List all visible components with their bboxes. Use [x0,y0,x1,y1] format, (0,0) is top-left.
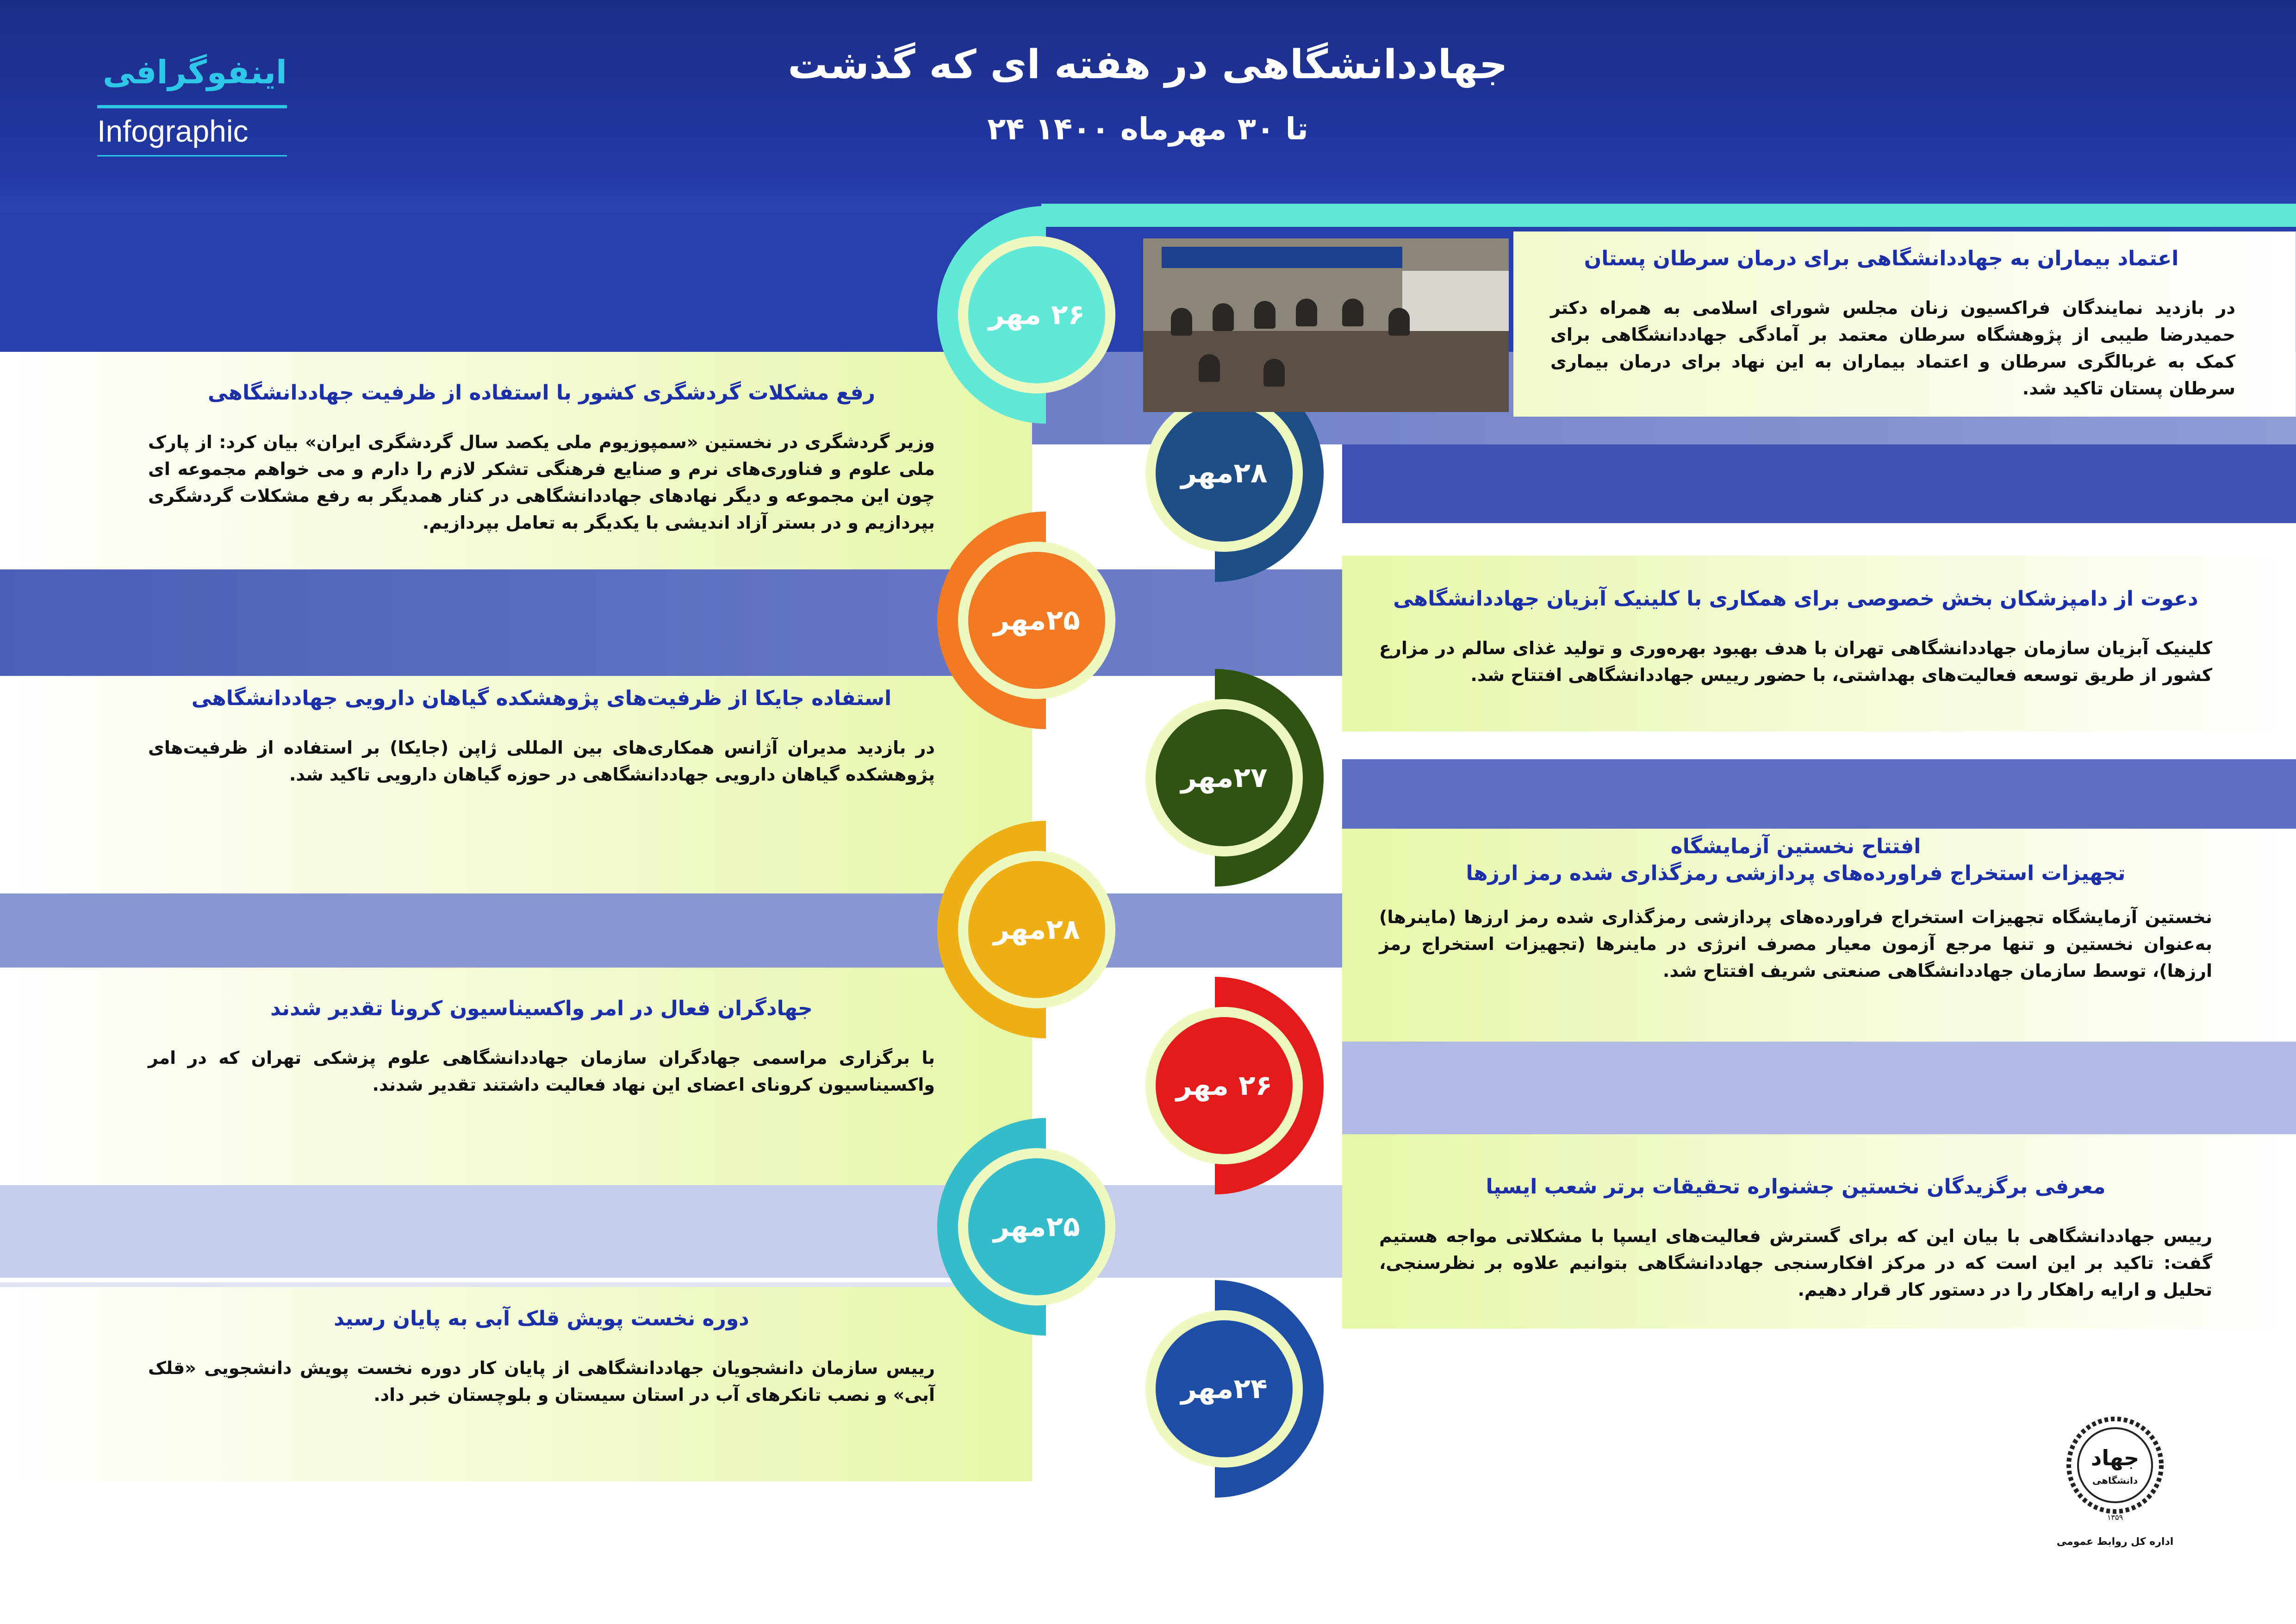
news-item-6 [148,995,935,1098]
news-title: اعتماد بیماران به جهاددانشگاهی برای درمان سرطان پستان [1584,247,2179,270]
photo-person [1213,303,1234,331]
logo-rule-bottom [97,155,287,156]
photo-person [1342,299,1363,326]
news-body: در بازدید مدیران آژانس همکاری‌های بین المللی ژاپن (جایکا) بر استفاده از ظرفیت‌های پژوهشکده گیاهان دارویی جهاددانشگاهی در حوزه گیاهان دارویی تاکید شد. [148,737,935,785]
jahad-daneshgahi-emblem [2064,1410,2166,1539]
date-label-1: ۲۶ مهر [988,299,1085,331]
logo-rule [97,105,287,108]
news-body: رییس سازمان دانشجویان جهاددانشگاهی از پایان کار دوره نخست پویش دانشجویی «قلک آبی» و نصب تانکرهای آب در استان سیستان و بلوچستان خبر داد. [148,1358,935,1405]
date-label-5: ۲۸مهر [993,913,1080,946]
photo-person [1388,308,1410,336]
photo-person [1254,301,1276,329]
date-label-7: ۲۵مهر [993,1211,1080,1243]
news-body: وزیر گردشگری در نخستین «سمپوزیوم ملی یکصد سال گردشگری ایران» بیان کرد: از پارک ملی علوم و فناوری‌های نرم و صنایع فرهنگی تشکر لازم را دارم و می خواهم مجموعه ای چون این مجموعه و دیگر نهادهای جهاددانشگاهی در کنار همدیگر به رفع مشکلات گردشگری بپردازیم و در بستر آزاد اندیشی با یکدیگر به تعامل بپردازیم. [148,432,935,533]
photo-banner [1162,247,1402,268]
news-body: کلینیک آبزیان سازمان جهاددانشگاهی تهران با هدف بهبود بهره‌وری و تولید غذای سالم در مزارع کشور از طریق توسعه فعالیت‌های بهداشتی، با حضور رییس جهاددانشگاهی افتتاح شد. [1379,638,2212,685]
news-title: استفاده جایکا از ظرفیت‌های پژوهشکده گیاهان دارویی جهاددانشگاهی [191,687,892,710]
date-label-8: ۲۴مهر [1181,1373,1268,1405]
logo-fa-text: اینفوگرافی [102,53,287,91]
news-body: نخستین آزمایشگاه تجهیزات استخراج فراورده‌های پردازشی رمزگذاری شده رمز ارزها (ماینرها) به‌عنوان نخستین و تنها مرجع آزمون معیار مصرف انرژی در ماینرها (تجهیزات استخراج رمز ارزها)، توسط سازمان جهاددانشگاهی صنعتی شریف افتتاح شد. [1379,907,2212,981]
news-title: افتتاح نخستین آزمایشگاه [1670,835,1921,858]
photo-window [1402,271,1458,331]
news-item-4 [148,685,935,788]
date-label-6: ۲۶ مهر [1176,1069,1273,1102]
news-title: دعوت از دامپزشکان بخش خصوصی برای همکاری با کلینیک آبزیان جهاددانشگاهی [1393,587,2198,611]
page-title: جهاددانشگاهی در هفته ای که گذشت [788,42,1508,88]
photo-window [1458,271,1509,331]
news-body: رییس جهاددانشگاهی با بیان این که برای گسترش فعالیت‌های ایسپا با مشکلاتی مواجه هستیم گفت: تاکید بر این است که در مرکز افکارسنجی جهاددانشگاهی بتوانیم علاوه بر نظرسنجی، تحلیل و ارایه راهکار را در دستور کار قرار دهیم. [1379,1226,2212,1300]
page-subtitle: ۲۴ تا ۳۰ مهرماه ۱۴۰۰ [987,111,1308,147]
news-title: جهادگران فعال در امر واکسیناسیون کرونا تقدیر شدند [270,997,813,1020]
news-item-1 [1527,245,2235,402]
emblem-name: جهاد [2091,1445,2140,1470]
photo-person [1171,308,1192,336]
news-title: دوره نخست پویش قلک آبی به پایان رسید [334,1307,749,1330]
emblem-sub: دانشگاهی [2092,1475,2138,1486]
photo-person [1199,354,1220,382]
meeting-photo [1143,238,1509,412]
date-label-3: ۲۵مهر [993,604,1080,637]
emblem-year: ۱۳۵۹ [2107,1513,2123,1522]
news-title-2: تجهیزات استخراج فراورده‌های پردازشی رمزگذاری شده رمز ارزها [1466,862,2126,885]
news-item-8 [148,1305,935,1408]
photo-person [1263,359,1285,387]
infographic-logo [93,53,287,160]
logo-en-text: Infographic [97,114,249,148]
news-title: رفع مشکلات گردشگری کشور با استفاده از ظرفیت جهاددانشگاهی [208,381,875,405]
news-body: در بازدید نمایندگان فراکسیون زنان مجلس شورای اسلامی به همراه دکتر حمیدرضا طیبی از پژوهشگاه سرطان معتمد بر آمادگی جهاددانشگاهی برای کمک به غربالگری سرطان و اعتماد بیماران به این نهاد برای درمان بیماری سرطان پستان تاکید شد. [1550,298,2235,399]
news-item-2 [148,380,935,536]
date-label-2: ۲۸مهر [1181,457,1268,489]
photo-table [1143,331,1509,412]
news-item-5 [1379,833,2212,984]
news-item-3 [1379,586,2212,688]
photo-person [1296,299,1317,326]
news-body: با برگزاری مراسمی جهادگران سازمان جهاددانشگاهی علوم پزشکی تهران که در امر واکسیناسیون کرونای اعضای این نهاد فعالیت داشتند تقدیر شدند. [148,1048,935,1095]
news-title: معرفی برگزیدگان نخستین جشنواره تحقیقات برتر شعب ایسپا [1486,1175,2106,1199]
emblem-caption: اداره کل روابط عمومی [2056,1536,2174,1548]
date-label-4: ۲۷مهر [1181,762,1268,794]
news-item-7 [1379,1174,2212,1303]
